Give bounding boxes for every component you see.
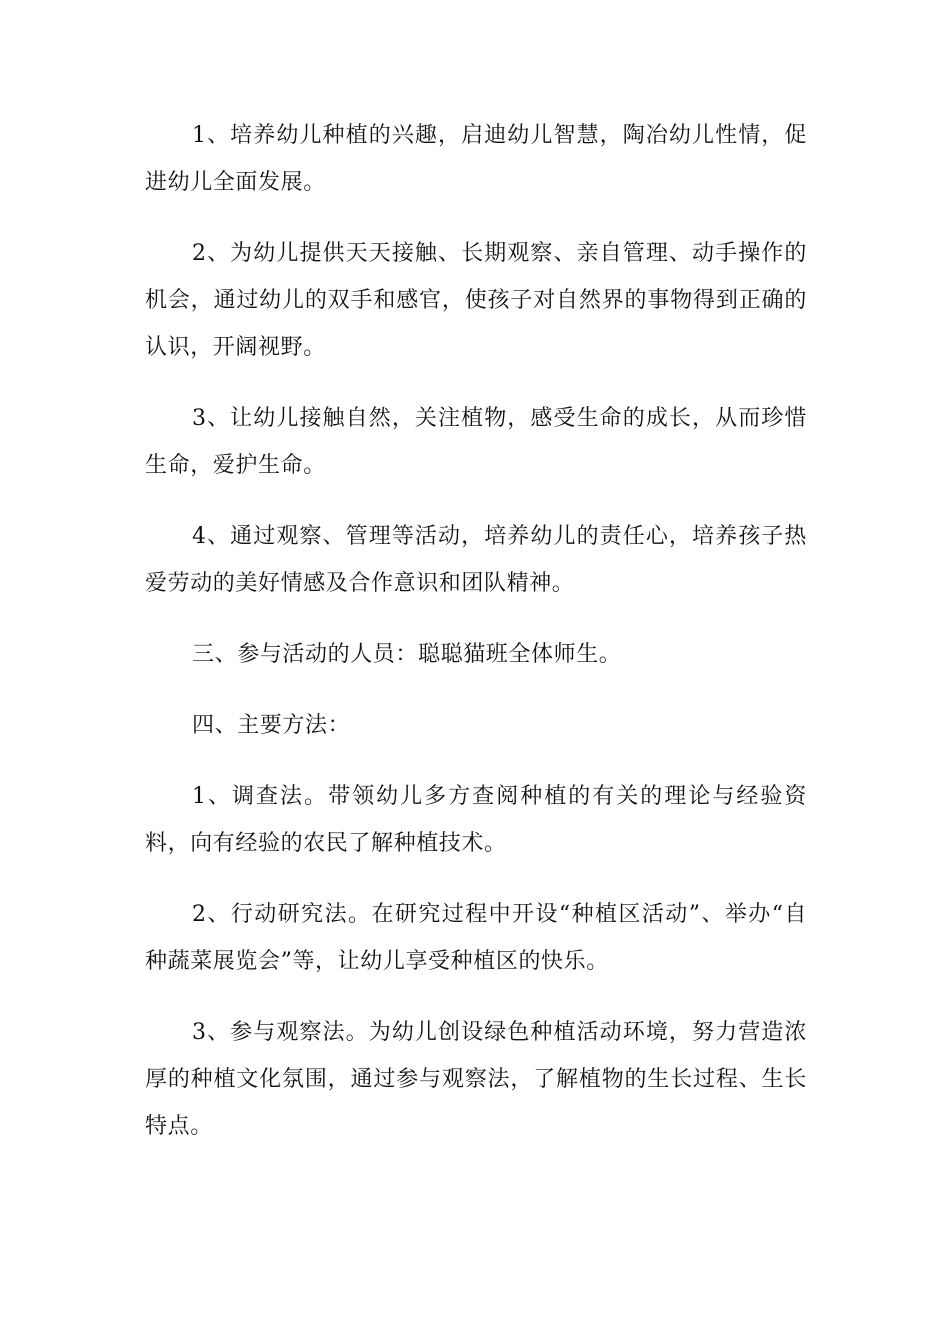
- paragraph-goal-4: 4、通过观察、管理等活动，培养幼儿的责任心，培养孩子热爱劳动的美好情感及合作意识和团队精神。: [145, 524, 807, 596]
- document-body: [145, 112, 807, 1174]
- section-heading-participants: 三、参与活动的人员：聪聪猫班全体师生。: [192, 642, 622, 667]
- paragraph-goal-3: 3、让幼儿接触自然，关注植物，感受生命的成长，从而珍惜生命，爱护生命。: [145, 406, 807, 478]
- paragraph-goal-1: 1、培养幼儿种植的兴趣，启迪幼儿智慧，陶冶幼儿性情，促进幼儿全面发展。: [145, 123, 807, 195]
- paragraph-method-2: 2、行动研究法。在研究过程中开设“种植区活动”、举办“自种蔬菜展览会”等，让幼儿享受种植区的快乐。: [145, 902, 807, 974]
- paragraph-method-3: 3、参与观察法。为幼儿创设绿色种植活动环境，努力营造浓厚的种植文化氛围，通过参与观察法，了解植物的生长过程、生长特点。: [145, 1020, 807, 1139]
- paragraph-goal-2: 2、为幼儿提供天天接触、长期观察、亲自管理、动手操作的机会，通过幼儿的双手和感官，使孩子对自然界的事物得到正确的认识，开阔视野。: [145, 241, 807, 360]
- paragraph-method-1: 1、调查法。带领幼儿多方查阅种植的有关的理论与经验资料，向有经验的农民了解种植技术。: [145, 784, 807, 856]
- section-heading-methods: 四、主要方法：: [192, 713, 351, 738]
